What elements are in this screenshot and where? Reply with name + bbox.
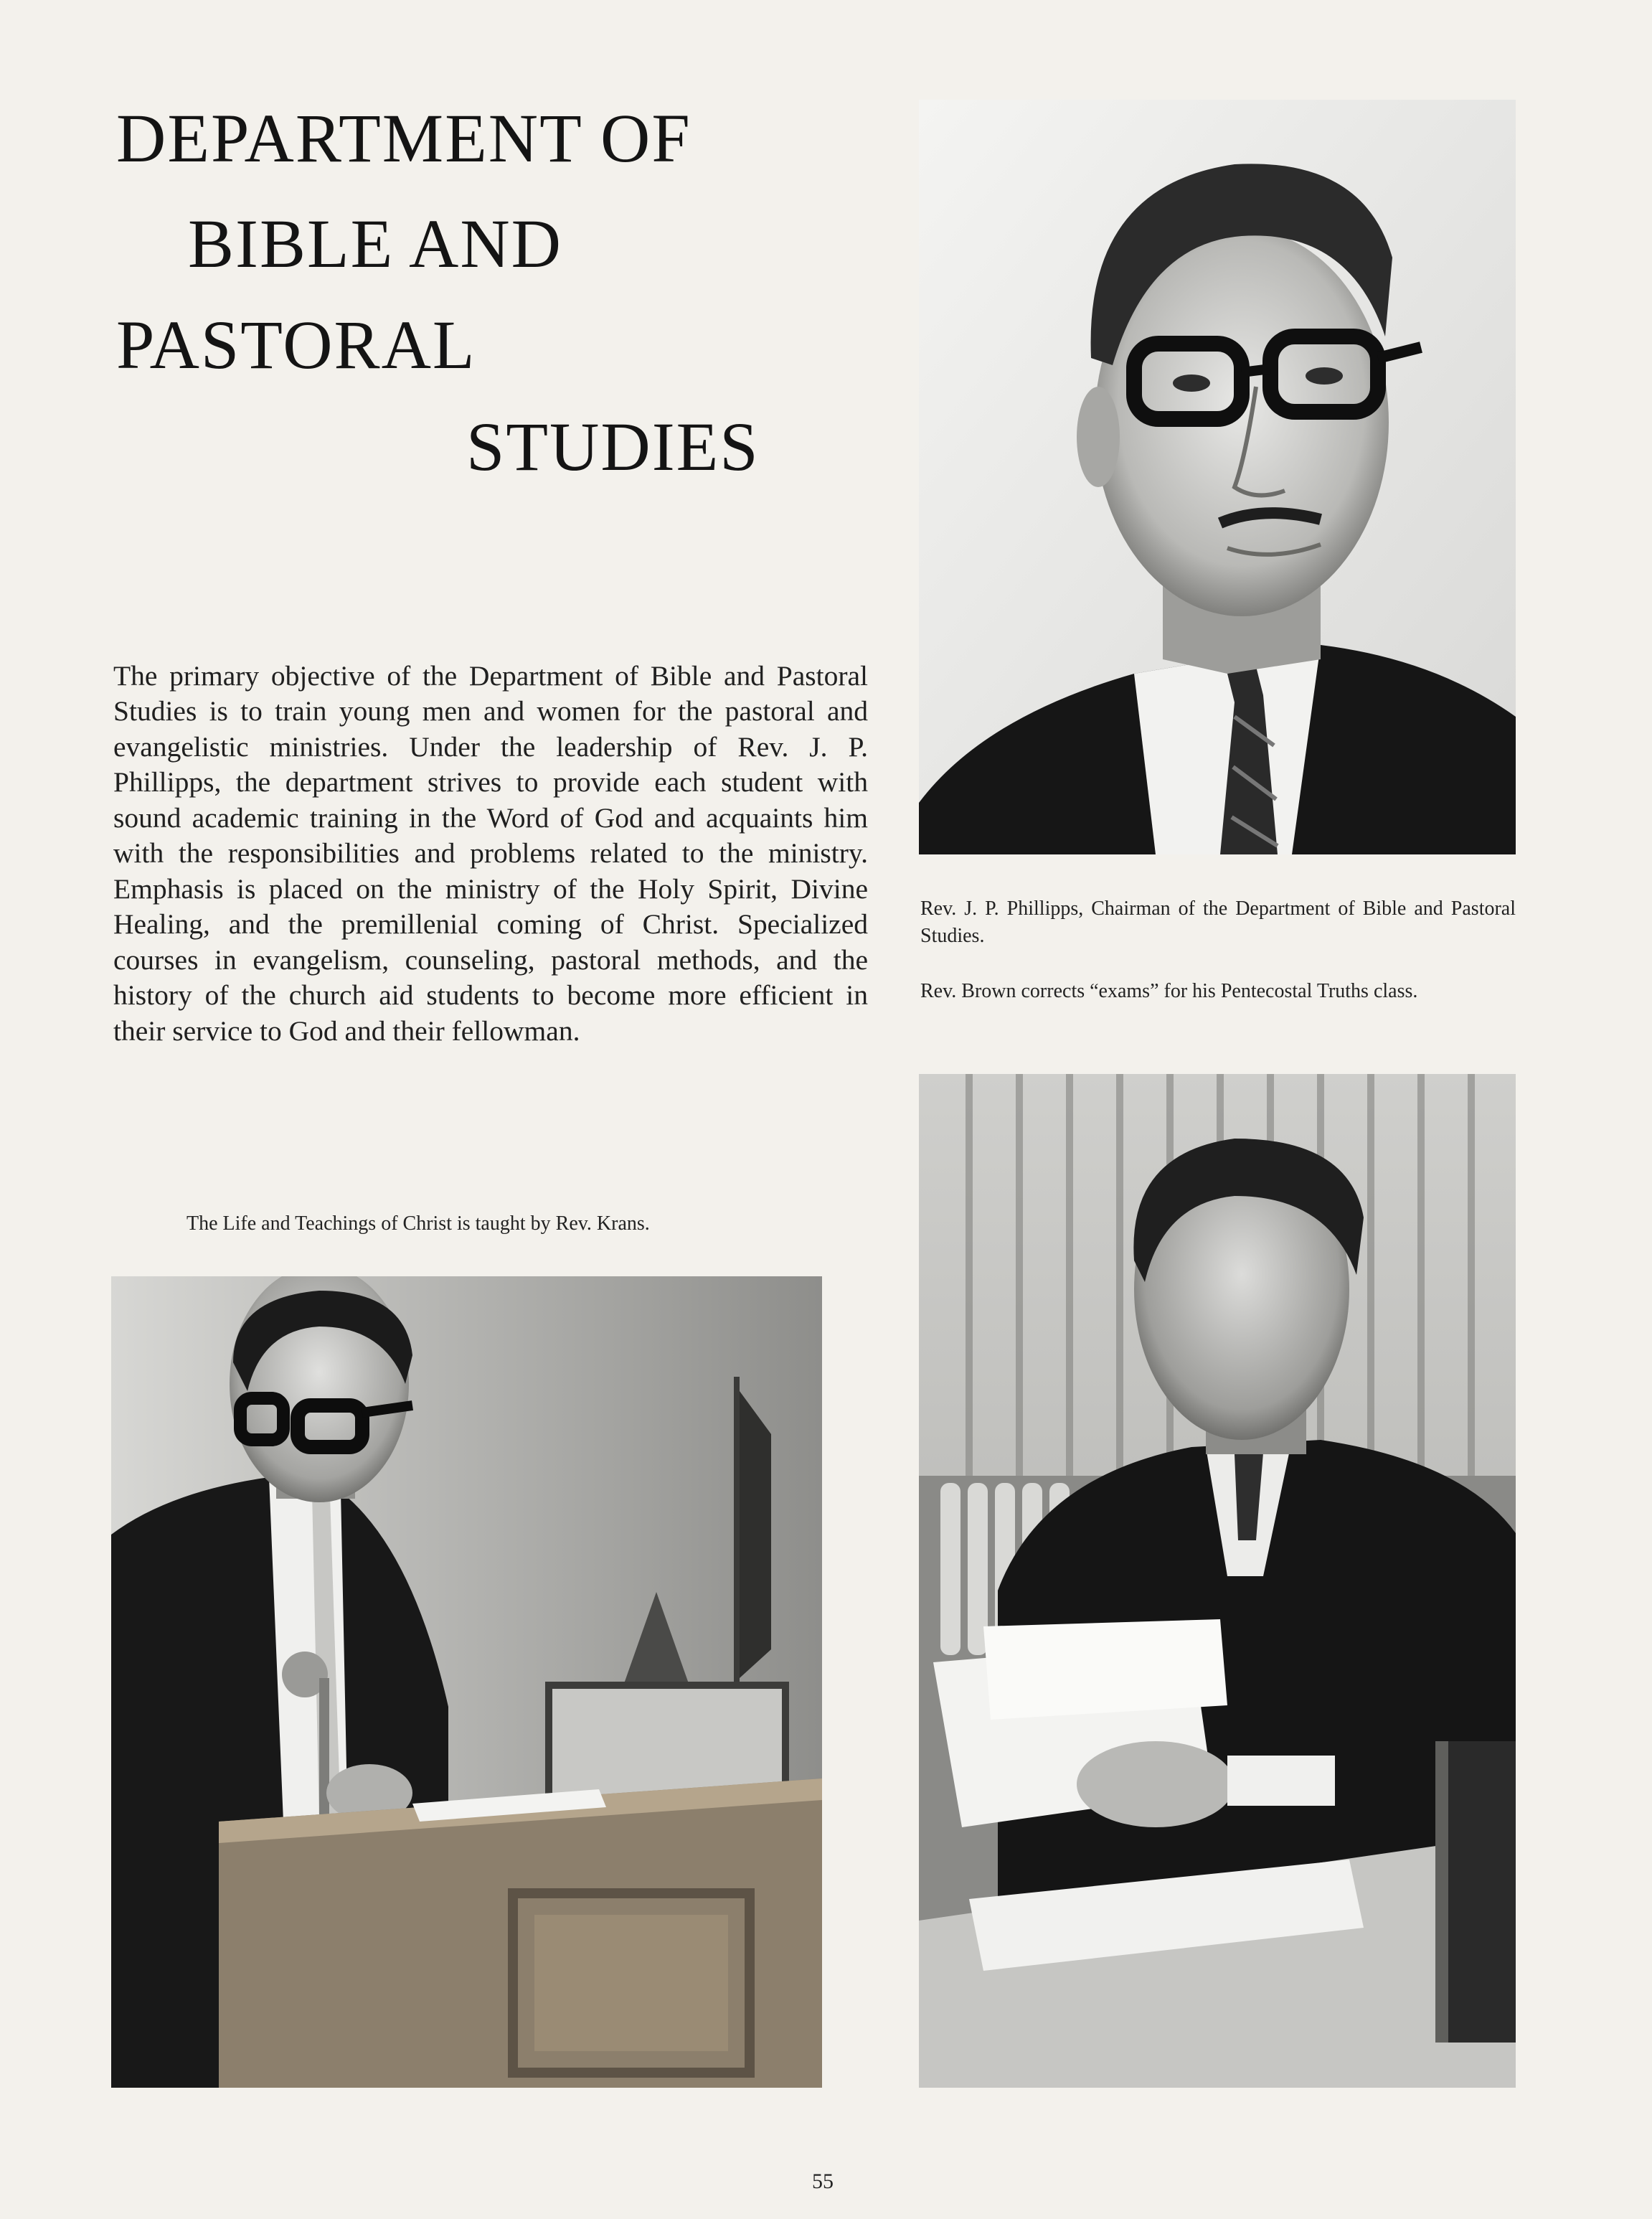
title-line-3: PASTORAL xyxy=(116,306,476,383)
brown-grading-photo xyxy=(919,1074,1516,2088)
title-line-1: DEPARTMENT OF xyxy=(116,100,692,176)
page-number: 55 xyxy=(812,2169,834,2193)
phillipps-caption: Rev. J. P. Phillipps, Chairman of the Department of Bible and Pastoral Studies. xyxy=(920,898,1516,947)
krans-teaching-photo xyxy=(111,1276,822,2088)
title-line-4: STUDIES xyxy=(466,408,760,485)
department-description: The primary objective of the Department of Bible and Pastoral Studies is to train young men and women for the pastoral and evangelistic ministries. Under the leadership of Rev. J. P. Phillipps, the department strives to provide each student with sound academic training in the Word of God and acquaints him with the responsibilities and problems related to the ministry. Emphasis is placed on the ministry of the Holy Spirit, Divine Healing, and the premillenial coming of Christ. Specialized courses in evangelism, counseling, pastoral methods, and the history of the church aid students to become more efficient in their service to God and their fellowman. xyxy=(113,659,868,1047)
krans-caption: The Life and Teachings of Christ is taught by Rev. Krans. xyxy=(187,1212,650,1235)
brown-caption: Rev. Brown corrects “exams” for his Pentecostal Truths class. xyxy=(920,980,1418,1002)
title-line-2: BIBLE AND xyxy=(188,205,562,282)
phillipps-portrait-photo xyxy=(919,100,1516,854)
